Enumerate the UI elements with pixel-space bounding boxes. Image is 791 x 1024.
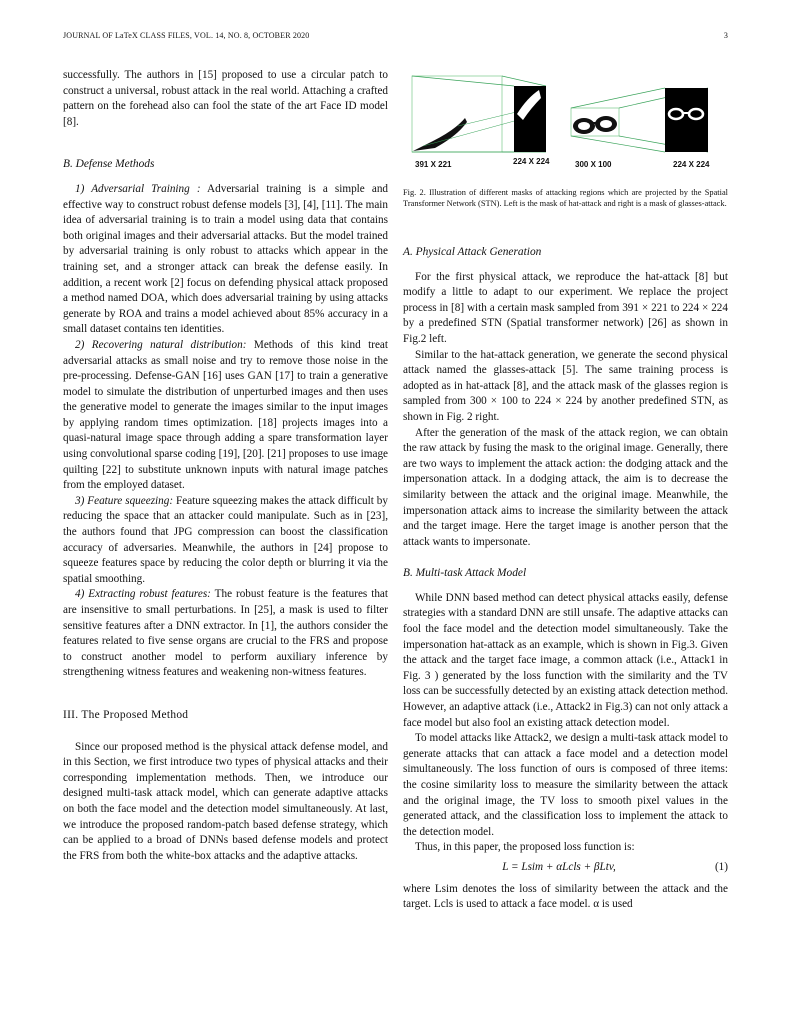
defense-methods-heading: B. Defense Methods: [63, 158, 155, 171]
glasses-mask-illustration: [571, 88, 708, 152]
squeezing-label: 3) Feature squeezing:: [75, 494, 174, 507]
recovering-label: 2) Recovering natural distribution:: [75, 338, 247, 351]
page-number: 3: [723, 31, 728, 40]
hat-mask-illustration: [412, 76, 546, 152]
running-header: JOURNAL OF LaTeX CLASS FILES, VOL. 14, NO. 8, OCTOBER 2020: [63, 31, 310, 40]
robust-features-paragraph: [63, 587, 388, 681]
figure-2-caption: Fig. 2. Illustration of different masks of attacking regions which are projected by the Spatial Transformer Network (STN). Left is the mask of hat-attack and right is a mask of glasses-attack.: [403, 188, 728, 208]
multitask-paragraph-2: To model attacks like Attack2, we design a multi-task attack model to generate attacks that can attack a face model and a detection model simultaneously. The loss function of ours is composed of three items: the cosine similarity loss to measure the similarity between the attack and the original image, the TV loss to smooth pixel values in the generated attack, and the classification loss to implement the attack to the detection model.: [403, 732, 728, 838]
figure-2-diagram: [403, 68, 728, 176]
figure-label-2: 224 X 224: [513, 157, 550, 166]
multitask-heading: B. Multi-task Attack Model: [403, 567, 527, 580]
squeezing-paragraph: [63, 494, 388, 588]
equation-body: L = Lsim + αLcls + βLtv,: [502, 860, 616, 873]
physical-paragraph-2: Similar to the hat-attack generation, we generate the second physical attack named the glasses-attack [5]. The same training process is adopted as in hat-attack [8], and the attack mask of the glasses region is sampled from 300 × 100 to 224 × 224 by another predefined STN, as shown in Fig. 2 right.: [403, 348, 728, 423]
adversarial-training-text: Adversarial training is a simple and effective way to construct robust defense models [3], [4], [11]. The main idea of adversarial training is to train a model using data that contains both original images and their adversarial attacks. But the model trained by adversarial training is only robust to attacks which appear in the training set, and a stronger attack can break the defense easily. In addition, a recent work [2] focus on defending physical attack proposed a method named DOA, which does adversarial training by using attacks generate by ROA and trains a model achieved about 85% accuracy in a small dataset contains ten identities.: [63, 182, 389, 336]
adversarial-training-label: 1) Adversarial Training :: [75, 182, 201, 195]
glasses-shape: [573, 116, 617, 134]
figure-label-4: 224 X 224: [673, 160, 710, 169]
robust-features-text: The robust feature is the features that are insensitive to small perturbations. In [25], a mask is used to filter sensitive features after a DNN extractor. In [1], the authors consider the features related to five sense organs are crucial to the FRS and propose to construct another model to perform auxiliary inference by strengthening witness features and weakening non-witness features.: [63, 588, 388, 679]
figure-label-3: 300 X 100: [575, 160, 612, 169]
right-column: [403, 245, 728, 913]
left-column: [63, 68, 388, 864]
equation-number: (1): [714, 860, 728, 873]
physical-paragraph-3: After the generation of the mask of the attack region, we can obtain the raw attack by fusing the mask to the original image. Generally, there are two ways to implement the attack action: the dodging attack and the impersonation attack. In a dodging attack, the aim is to decrease the similarity between the attack and the original image. Meanwhile, the impersonation attack aims to increase the similarity between the attack and the target image. Here the target image is another person that the attack wants to impersonate.: [403, 426, 728, 548]
physical-attack-heading: A. Physical Attack Generation: [403, 246, 542, 258]
figure-2: [403, 68, 728, 210]
physical-paragraph-1: For the first physical attack, we reproduce the hat-attack [8] but modify a little to adapt to our experiment. We replace the project process in [8] with a certain mask sampled from 391 × 221 to 224 × 224 by a predefined STN (Spatial transformer network) [26] as shown in Fig.2 left.: [403, 270, 728, 345]
method-paragraph: Since our proposed method is the physical attack defense model, and in this Section, we first introduce two types of physical attacks and their corresponding implementation methods. Then, we introduce our designed multi-task attack model, which can generate adaptive attacks on both the face model and the detection model simultaneously. At last, we introduce the proposed random-patch based defense strategy, which can be applied to a broad of DNNs based defense models and protect the FRS from both the white-box attacks and the adaptive attacks.: [63, 740, 388, 862]
multitask-paragraph-3: Thus, in this paper, the proposed loss function is:: [415, 841, 635, 854]
recovering-text: Methods of this kind treat adversarial attacks as small noise and try to remove those noise in the pre-processing. Defense-GAN [16] uses GAN [17] to train a generative model to simulate the distribution of unperturbed images and then uses the generative model to generate the images similar to the input images by applying random times optimization. [18] projects images into a quasi-natural image space through adding a spare transformation layer using convolutional sparse coding [19], [20]. [21] proposes to use image quilting [22] to substitute unknown inputs with natural image patches from the employed dataset.: [63, 338, 388, 492]
figure-label-1: 391 X 221: [415, 160, 452, 169]
multitask-paragraph-1: While DNN based method can detect physical attacks easily, defense strategies with a standard DNN are still unsafe. The adaptive attacks can fool the face model and the detection model simultaneously. Take the impersonation hat-attack as an example, which is shown in Fig.3. Given the attack and the target face image, a common attack (i.e., Attack1 in Fig. 3 ) generated by the loss function with the similarity and the TV loss can be successfully detected by an existing attack detection method. However, an adaptive attack (i.e., Attack2 in Fig.3) can not only attack a face model but also fool an existing attack detection model.: [403, 591, 728, 729]
final-paragraph: where Lsim denotes the loss of similarity between the attack and the target. Lcls is used to attack a face model. α is used: [403, 882, 728, 911]
robust-features-label: 4) Extracting robust features:: [75, 588, 211, 601]
section-title: III. The Proposed Method: [63, 708, 189, 721]
equation-1: [403, 860, 728, 876]
squeezing-text: Feature squeezing makes the attack difficult by reducing the space that an attacker could manipulate. Such as in [23], the authors found that JPG compression can boost the classification accuracy of adversaries. Meanwhile, the authors in [24] propose to squeeze features space by reducing the color depth or blurring it via the spatial smoothing.: [63, 494, 388, 585]
intro-paragraph: successfully. The authors in [15] proposed to use a circular patch to construct a universal, robust attack in the real world. Attaching a crafted pattern on the forehead also can fool the state of the art Face ID model [8].: [63, 69, 388, 128]
recovering-paragraph: [63, 338, 388, 494]
adversarial-training-paragraph: [63, 182, 388, 338]
